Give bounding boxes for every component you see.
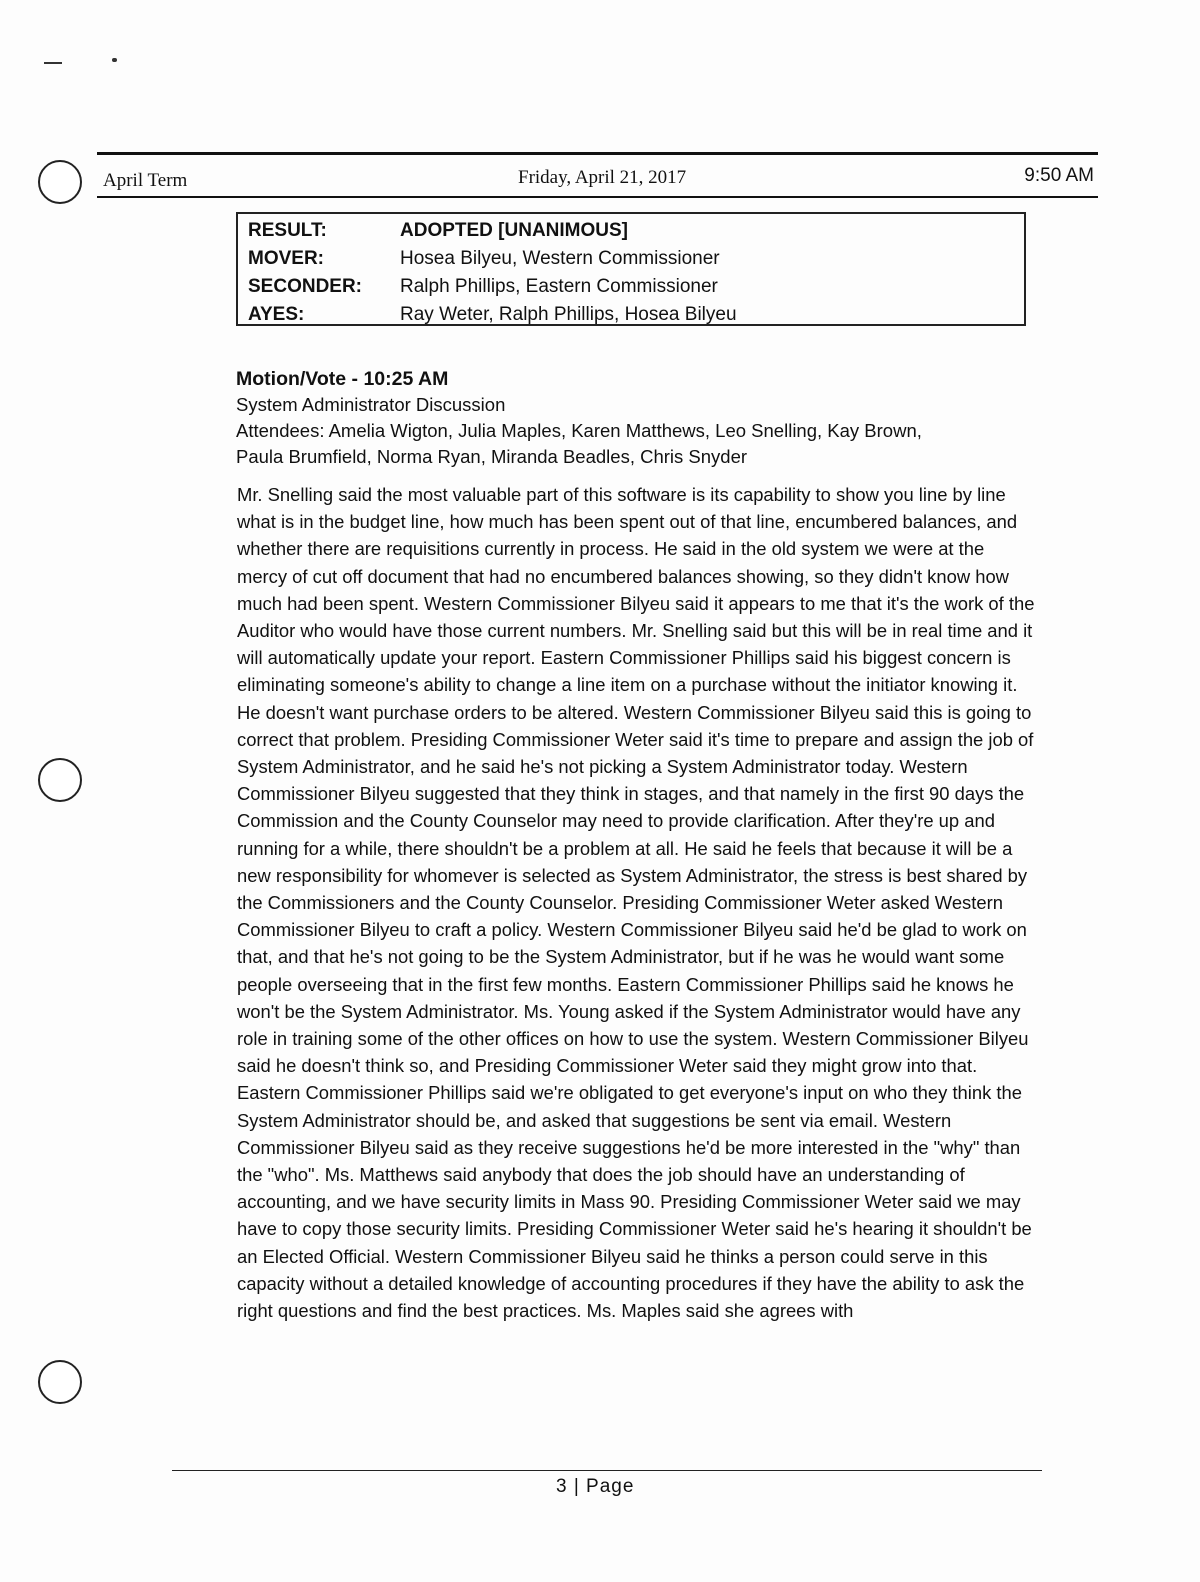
motion-subject: System Administrator Discussion [236, 394, 506, 415]
result-row [248, 220, 628, 242]
page-number: 3 | Page [556, 1476, 635, 1497]
header-rule-top [97, 152, 1098, 155]
punch-hole-bottom [38, 1360, 82, 1404]
mover-label: MOVER: [248, 248, 324, 269]
scan-mark [112, 58, 117, 62]
attendees-line: Attendees: Amelia Wigton, Julia Maples, Karen Matthews, Leo Snelling, Kay Brown, [236, 420, 922, 441]
result-value: ADOPTED [UNANIMOUS] [400, 220, 628, 241]
result-label: RESULT: [248, 220, 327, 241]
meeting-time: 9:50 AM [1024, 165, 1094, 186]
vote-result-box [236, 212, 1026, 326]
header-rule-bottom [97, 196, 1098, 198]
attendees-line: Paula Brumfield, Norma Ryan, Miranda Beadles, Chris Snyder [236, 446, 748, 467]
ayes-value: Ray Weter, Ralph Phillips, Hosea Bilyeu [400, 304, 737, 325]
discussion-paragraph: Mr. Snelling said the most valuable part of this software is its capability to show you line by line what is in the budget line, how much has been spent out of that line, encumbered balances, and whether there are requisitions currently in process. He said in the old system we were at the mercy of cut off document that had no encumbered balances showing, so they didn't know how much had been spent. Western Commissioner Bilyeu said it appears to me that it's the work of the Auditor who would have those current numbers. Mr. Snelling said but this will be in real time and it will automatically update your report. Eastern Commissioner Phillips said his biggest concern is eliminating someone's ability to change a line item on a purchase without the initiator knowing it. He doesn't want purchase orders to be altered. Western Commissioner Bilyeu said this is going to correct that problem. Presiding Commissioner Weter said it's time to prepare and assign the job of System Administrator, and he said he's not picking a System Administrator today. Western Commissioner Bilyeu suggested that they think in stages, and that namely in the first 90 days the Commission and the County Counselor may need to provide clarification. After they're up and running for a while, there shouldn't be a problem at all. He said he feels that because it will be a new responsibility for whomever is selected as System Administrator, the stress is best shared by the Commissioners and the County Counselor. Presiding Commissioner Weter asked Western Commissioner Bilyeu to craft a policy. Western Commissioner Bilyeu said he'd be glad to work on that, and that he's not going to be the System Administrator, but if he was he would want some people overseeing that in the first few months. Eastern Commissioner Phillips said he knows he won't be the System Administrator. Ms. Young asked if the System Administrator would have any role in training some of the other offices on how to use the system. Western Commissioner Bilyeu said he doesn't think so, and Presiding Commissioner Weter said they might grow into that. Eastern Commissioner Phillips said we're obligated to get everyone's input on who they think the System Administrator should be, and asked that suggestions be sent via email. Western Commissioner Bilyeu said as they receive suggestions he'd be more interested in the "why" than the "who". Ms. Matthews said anybody that does the job should have an understanding of accounting, and we have security limits in Mass 90. Presiding Commissioner Weter said we may have to copy those security limits. Presiding Commissioner Weter said he's hearing it shouldn't be an Elected Official. Western Commissioner Bilyeu said he thinks a person could serve in this capacity without a detailed knowledge of accounting procedures if they have the ability to ask the right questions and find the best practices. Ms. Maples said she agrees with [237, 484, 1035, 1322]
motion-title: Motion/Vote - 10:25 AM [236, 368, 449, 390]
punch-hole-middle [38, 758, 82, 802]
ayes-row [248, 304, 737, 326]
motion-section [236, 366, 1046, 470]
ayes-label: AYES: [248, 304, 305, 325]
term-label: April Term [103, 170, 188, 191]
seconder-value: Ralph Phillips, Eastern Commissioner [400, 276, 718, 297]
scan-mark [44, 62, 62, 64]
mover-row [248, 248, 720, 270]
seconder-row [248, 276, 718, 298]
meeting-date: Friday, April 21, 2017 [518, 167, 687, 188]
punch-hole-top [38, 160, 82, 204]
mover-value: Hosea Bilyeu, Western Commissioner [400, 248, 720, 269]
footer-rule [172, 1470, 1042, 1471]
seconder-label: SECONDER: [248, 276, 363, 297]
